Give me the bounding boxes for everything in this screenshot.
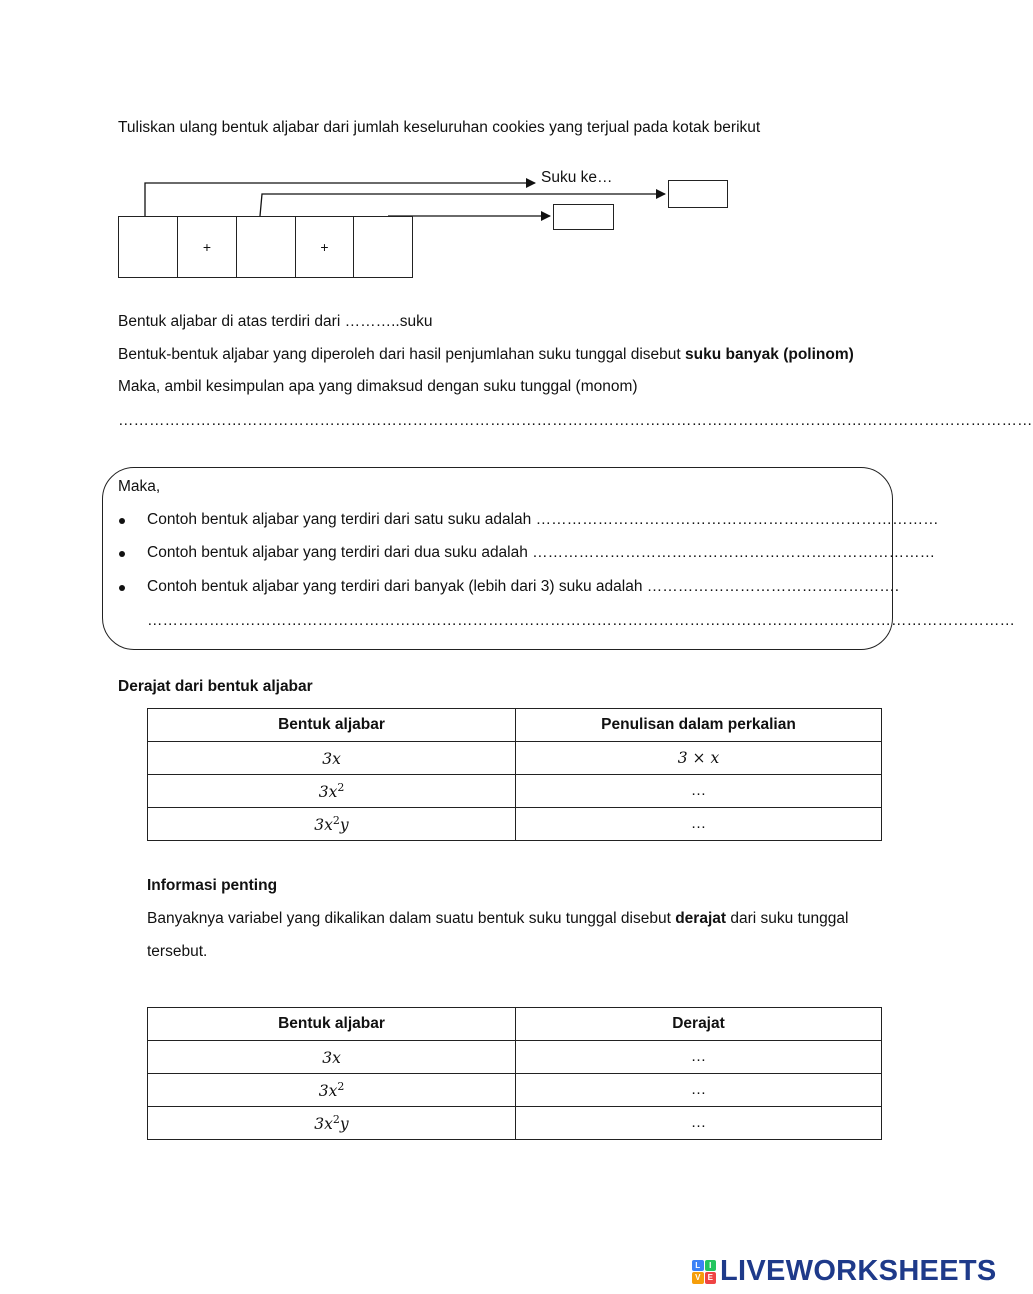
- example-two-terms[interactable]: Contoh bentuk aljabar yang terdiri dari dua suku adalah ……………………………………………………………………: [147, 544, 936, 561]
- example-extra-line[interactable]: ……………………………………………………………………………………………………………………………………………………: [147, 612, 1015, 629]
- algebra-cell: 3x: [148, 742, 516, 775]
- product-cell: 3 × x: [516, 742, 882, 775]
- polinom-text: Bentuk-bentuk aljabar yang diperoleh dari hasil penjumlahan suku tunggal disebut: [118, 346, 685, 363]
- term-box-4: [295, 216, 354, 278]
- degree-answer-cell[interactable]: …: [516, 1041, 882, 1074]
- bullet-icon: [119, 518, 125, 524]
- algebra-cell: 3x: [148, 1041, 516, 1074]
- answer-box-1[interactable]: [668, 180, 728, 208]
- header-bentuk-aljabar: Bentuk aljabar: [148, 709, 516, 742]
- polinom-bold: suku banyak (polinom): [685, 346, 854, 363]
- question-polinom: [118, 346, 854, 364]
- answer-line-monom[interactable]: ……………………………………………………………………………………………………………………………………………………………: [118, 412, 1033, 429]
- question-term-count: Bentuk aljabar di atas terdiri dari ………..suku: [118, 313, 433, 330]
- table-row: [148, 1074, 882, 1107]
- table-row: [148, 742, 882, 775]
- example-many-terms[interactable]: Contoh bentuk aljabar yang terdiri dari banyak (lebih dari 3) suku adalah ………………………………………….: [147, 578, 900, 595]
- term-box-5[interactable]: [353, 216, 413, 278]
- logo-badge-icon: [692, 1260, 716, 1284]
- arrow-label: Suku ke…: [541, 169, 613, 186]
- logo-badge-letter: E: [705, 1272, 717, 1284]
- table-row: [148, 808, 882, 841]
- table-row: [148, 1041, 882, 1074]
- product-answer-cell[interactable]: …: [516, 775, 882, 808]
- info-line-2: tersebut.: [147, 943, 208, 960]
- section-title-degree: Derajat dari bentuk aljabar: [118, 678, 313, 695]
- table-row: [148, 775, 882, 808]
- term-box-1[interactable]: [118, 216, 178, 278]
- degree-answer-cell[interactable]: …: [516, 1074, 882, 1107]
- table-row: [148, 1107, 882, 1140]
- intro-text: Tuliskan ulang bentuk aljabar dari jumlah keseluruhan cookies yang terjual pada kotak berikut: [118, 119, 761, 136]
- question-monom: Maka, ambil kesimpulan apa yang dimaksud dengan suku tunggal (monom): [118, 378, 638, 395]
- examples-heading: Maka,: [118, 478, 161, 495]
- algebra-cell: $3x^2$: [148, 1074, 516, 1107]
- arrow-term-1: [145, 183, 535, 216]
- header-penulisan: Penulisan dalam perkalian: [516, 709, 882, 742]
- bullet-icon: [119, 585, 125, 591]
- logo-badge-letter: L: [692, 1260, 704, 1272]
- header-derajat: Derajat: [516, 1008, 882, 1041]
- example-one-term[interactable]: Contoh bentuk aljabar yang terdiri dari satu suku adalah ……………………………………………………………………: [147, 511, 939, 528]
- algebra-cell: $3x^2$: [148, 775, 516, 808]
- info-title: Informasi penting: [147, 877, 278, 894]
- multiplication-table: [147, 708, 882, 841]
- term-box-2: [177, 216, 237, 278]
- product-answer-cell[interactable]: …: [516, 808, 882, 841]
- header-bentuk-aljabar: Bentuk aljabar: [148, 1008, 516, 1041]
- answer-box-2[interactable]: [553, 204, 614, 230]
- term-box-3[interactable]: [236, 216, 296, 278]
- plus-sign: +: [320, 239, 329, 255]
- info-bold-derajat: derajat: [675, 910, 727, 927]
- logo-text: LIVEWORKSHEETS: [720, 1255, 997, 1287]
- info-text-rest: dari suku tunggal: [726, 910, 849, 927]
- algebra-cell: $3x^2y$: [148, 1107, 516, 1140]
- bullet-icon: [119, 551, 125, 557]
- info-line-1: [147, 910, 848, 928]
- degree-answer-cell[interactable]: …: [516, 1107, 882, 1140]
- logo-badge-letter: I: [705, 1260, 717, 1272]
- algebra-cell: $3x^2y$: [148, 808, 516, 841]
- logo-badge-letter: V: [692, 1272, 704, 1284]
- info-text: Banyaknya variabel yang dikalikan dalam suatu bentuk suku tunggal disebut: [147, 910, 676, 927]
- plus-sign: +: [202, 239, 212, 255]
- liveworksheets-logo: [692, 1255, 997, 1288]
- degree-table: [147, 1007, 882, 1140]
